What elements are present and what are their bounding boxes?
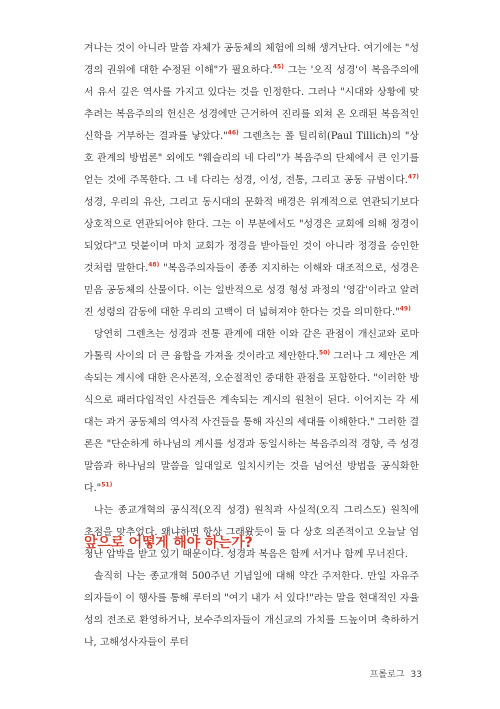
footer-section-title: 프롤로그 <box>369 670 405 680</box>
footnote-48[interactable]: 48) <box>148 261 160 269</box>
footnote-47[interactable]: 47) <box>407 173 419 181</box>
paragraph-4: 솔직히 나는 종교개혁 500주년 기념일에 대해 약간 주저한다. 만일 자유주의자들이 이 행사를 통해 루터의 "여기 내가 서 있다!"라는 말을 현대적인 자율성의 전조로 환영하거나, 보수주의자들이 개신교의 가치를 드높이며 축하하거나, 고해성사자들이 루터 <box>84 571 419 648</box>
body-text-continued <box>84 566 419 654</box>
paragraph-3: 나는 종교개혁의 공식적(오직 성경) 원칙과 사실적(오직 그리스도) 원칙에 초점을 맞추었다. 왜냐하면 항상 그래왔듯이 둘 다 상호 의존적이고 오늘날 엄청난 압박을 받고 있기 때문이다. 성경과 복음은 함께 서거나 함께 무너진다. <box>84 505 419 560</box>
footnote-50[interactable]: 50) <box>319 349 331 357</box>
footnote-45[interactable]: 45) <box>272 63 284 71</box>
page-number: 33 <box>410 670 422 680</box>
footnote-49[interactable]: 49) <box>399 305 411 313</box>
paragraph-2: 당연히 그렌츠는 성경과 전통 관계에 대한 이와 같은 관점이 개신교와 로마 가톨릭 사이의 더 큰 융합을 가져올 것이라고 제안한다.$^{50)}$ 그러나 그 제안은 계속되는 계시에 대한 은사론적, 오순절적인 중대한 관점을 포함한다. "이러한 방식으로 패러다임적인 사건들은 계속되는 계시의 원천이 된다. 이어지는 각 세대는 과거 공동체의 역사적 사건들을 통해 자신의 세대를 이해한다." 그러한 결론은 "단순하게 하나님의 계시를 성경과 동일시하는 복음주의적 경향, 즉 성경말씀과 하나님의 말씀을 일대일로 일치시키는 것을 넘어선 방법을 공식화한다."$^{51)}$ <box>84 329 419 494</box>
body-text <box>84 38 419 566</box>
section-heading: 앞으로 어떻게 해야 하는가? <box>84 535 253 551</box>
footnote-46[interactable]: 46) <box>227 129 239 137</box>
footnote-51[interactable]: 51) <box>101 481 113 489</box>
page-footer <box>370 667 422 680</box>
paragraph-1: 겨나는 것이 아니라 말씀 자체가 공동체의 체험에 의해 생겨난다. 여기에는 "성경의 권위에 대한 수정된 이해"가 필요하다.$^{45)}$ 그는 '오직 성경'이 복음주의에서 유서 깊은 역사를 가지고 있다는 것을 인정한다. 그러나 "시대와 상황에 맞추려는 복음주의의 헌신은 성경에만 근거하여 진리를 외쳐 온 오래된 복음적인 신학을 거부하는 결과를 낳았다."$^{46)}$ 그렌츠는 폴 틸리히(Paul Tillich)의 "상호 관계의 방법론" 외에도 "웨슬리의 네 다리"가 복음주의 단체에서 큰 인기를 얻는 것에 주목한다. 그 네 다리는 성경, 이성, 전통, 그리고 공동 규범이다.$^{47)}$ 성경, 우리의 유산, 그리고 동시대의 문화적 배경은 위계적으로 연관되기보다 상호적으로 연관되어야 한다. 그는 이 부분에서도 "성경은 교회에 의해 정경이 되었다"고 덧붙이며 마치 교회가 정경을 받아들인 것이 아니라 정경을 승인한 것처럼 말한다.$^{48)}$ "복음주의자들이 종종 지지하는 이해와 대조적으로, 성경은 믿음 공동체의 산물이다. 이는 일반적으로 성경 형성 과정의 '영감'이라고 알려진 성령의 감동에 대한 우리의 고백이 더 넓혀져야 한다는 것을 의미한다."$^{49)}$ <box>84 43 419 318</box>
